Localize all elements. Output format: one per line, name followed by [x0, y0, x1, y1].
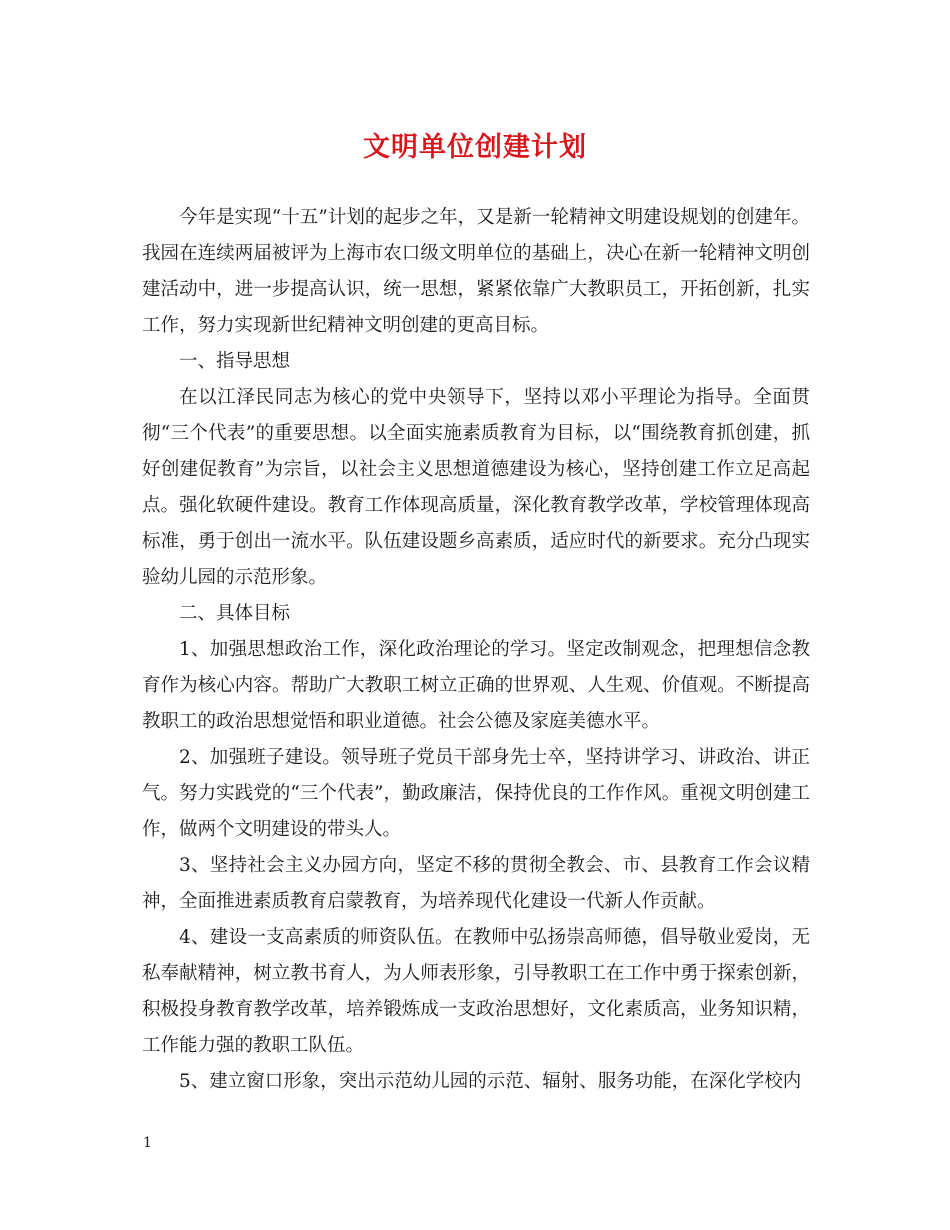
paragraph-guiding-ideology: 在以江泽民同志为核心的党中央领导下，坚持以邓小平理论为指导。全面贯彻“三个代表”的重要思想。以全面实施素质教育为目标，以“围绕教育抓创建，抓好创建促教育”为宗旨，以社会主义思想道德建设为核心，坚持创建工作立足高起点。强化软硬件建设。教育工作体现高质量，深化教育教学改革，学校管理体现高标准，勇于创出一流水平。队伍建设题乡高素质，适应时代的新要求。充分凸现实验幼儿园的示范形象。	[142, 387, 810, 588]
paragraph-goal-5: 5、建立窗口形象，突出示范幼儿园的示范、辐射、服务功能，在深化学校内	[179, 1071, 802, 1092]
paragraph-goal-2: 2、加强班子建设。领导班子党员干部身先士卒，坚持讲学习、讲政治、讲正气。努力实践党的“三个代表”，勤政廉洁，保持优良的工作作风。重视文明创建工作，做两个文明建设的带头人。	[142, 747, 810, 840]
section-heading-guiding-ideology: 一、指导思想	[179, 351, 291, 372]
paragraph-goal-3: 3、坚持社会主义办园方向，坚定不移的贯彻全教会、市、县教育工作会议精神，全面推进素质教育启蒙教育，为培养现代化建设一代新人作贡献。	[142, 855, 810, 912]
page-number: 1	[143, 1135, 152, 1151]
document-body	[142, 200, 810, 1100]
document-title: 文明单位创建计划	[363, 132, 587, 163]
paragraph-goal-1: 1、加强思想政治工作，深化政治理论的学习。坚定改制观念，把理想信念教育作为核心内容。帮助广大教职工树立正确的世界观、人生观、价值观。不断提高教职工的政治思想觉悟和职业道德。社会公德及家庭美德水平。	[142, 639, 810, 732]
paragraph-intro: 今年是实现“十五”计划的起步之年，又是新一轮精神文明建设规划的创建年。我园在连续两届被评为上海市农口级文明单位的基础上，决心在新一轮精神文明创建活动中，进一步提高认识，统一思想，紧紧依靠广大教职员工，开拓创新，扎实工作，努力实现新世纪精神文明创建的更高目标。	[142, 207, 810, 336]
paragraph-goal-4: 4、建设一支高素质的师资队伍。在教师中弘扬崇高师德，倡导敬业爱岗，无私奉献精神，树立教书育人，为人师表形象，引导教职工在工作中勇于探索创新，积极投身教育教学改革，培养锻炼成一支政治思想好，文化素质高，业务知识精，工作能力强的教职工队伍。	[142, 927, 810, 1056]
section-heading-specific-goals: 二、具体目标	[179, 603, 291, 624]
